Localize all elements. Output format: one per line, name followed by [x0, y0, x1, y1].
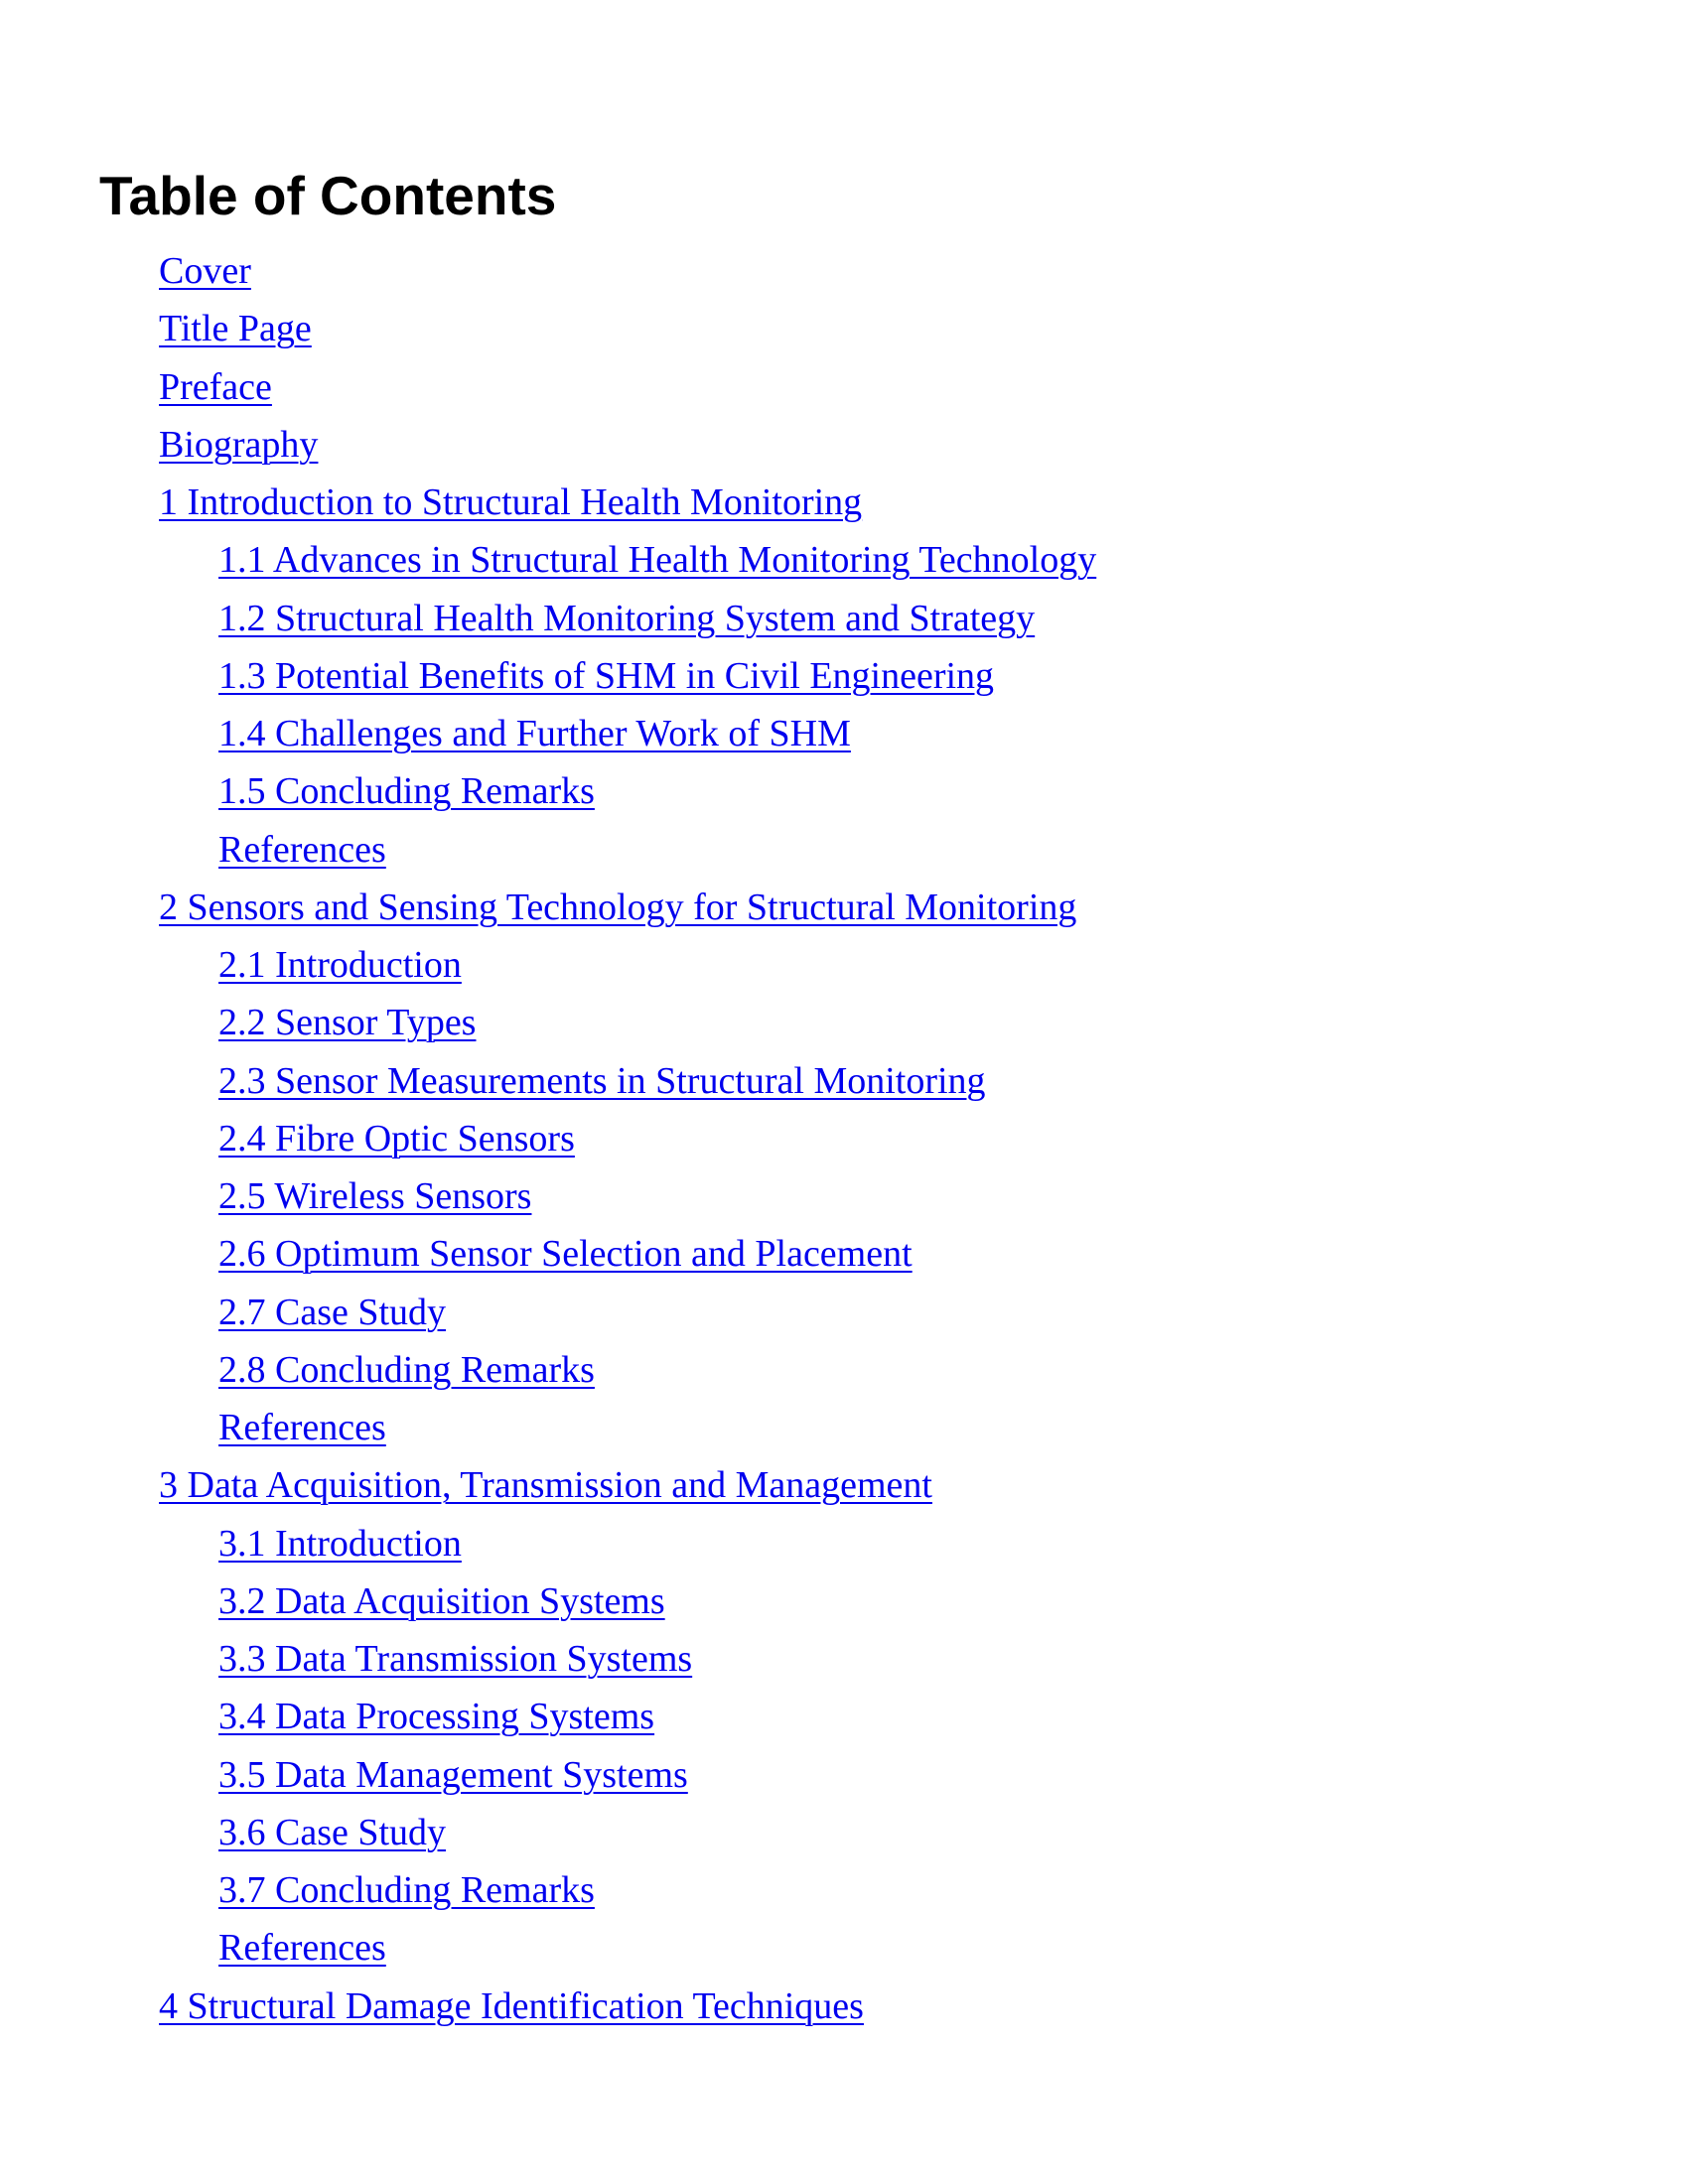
toc-entry — [0, 1746, 1096, 1804]
toc-link[interactable]: 2.2 Sensor Types — [218, 1002, 477, 1044]
toc-link[interactable]: 1.3 Potential Benefits of SHM in Civil Engineering — [218, 654, 995, 697]
toc-link[interactable]: Title Page — [159, 308, 312, 350]
toc-entry — [0, 531, 1096, 589]
toc-link[interactable]: Biography — [159, 423, 319, 466]
toc-entry — [0, 242, 1096, 300]
toc-link[interactable]: 2.1 Introduction — [218, 944, 462, 986]
toc-link[interactable]: 3.5 Data Management Systems — [218, 1753, 688, 1796]
toc-link[interactable]: Preface — [159, 365, 272, 408]
toc-title: Table of Contents — [99, 165, 557, 226]
toc-entry — [0, 1456, 1096, 1514]
toc-link[interactable]: References — [218, 1927, 386, 1970]
toc-link[interactable]: 3.7 Concluding Remarks — [218, 1869, 595, 1911]
toc-link[interactable]: 3.1 Introduction — [218, 1522, 462, 1565]
toc-link[interactable]: 1 Introduction to Structural Health Monitoring — [159, 481, 863, 523]
toc-link[interactable]: 2.7 Case Study — [218, 1291, 447, 1333]
toc-link[interactable]: 1.5 Concluding Remarks — [218, 770, 595, 813]
toc-entry — [0, 879, 1096, 936]
toc-entry — [0, 647, 1096, 705]
toc-entry — [0, 821, 1096, 879]
toc-entry — [0, 1284, 1096, 1341]
toc-entry — [0, 1978, 1096, 2035]
toc-entry — [0, 300, 1096, 357]
toc-link[interactable]: References — [218, 1407, 386, 1448]
toc-link[interactable]: 3.6 Case Study — [218, 1811, 447, 1853]
toc-entry — [0, 1110, 1096, 1167]
toc-link[interactable]: 2.4 Fibre Optic Sensors — [218, 1117, 575, 1160]
toc-entry — [0, 358, 1096, 416]
toc-entry — [0, 1804, 1096, 1861]
toc-link[interactable]: 3.3 Data Transmission Systems — [218, 1638, 693, 1680]
toc-link[interactable]: 2.8 Concluding Remarks — [218, 1348, 595, 1391]
toc-link[interactable]: 3.4 Data Processing Systems — [218, 1696, 655, 1738]
toc-link[interactable]: 2.6 Optimum Sensor Selection and Placement — [218, 1233, 913, 1276]
toc-entry — [0, 1399, 1096, 1456]
toc-link[interactable]: 3.2 Data Acquisition Systems — [218, 1579, 665, 1622]
toc-link[interactable]: 4 Structural Damage Identification Techniques — [159, 1984, 864, 2027]
toc-entry — [0, 1341, 1096, 1399]
toc-link[interactable]: 1.4 Challenges and Further Work of SHM — [218, 713, 851, 754]
toc-entry — [0, 1167, 1096, 1225]
toc-entry — [0, 1688, 1096, 1745]
toc-link[interactable]: Cover — [159, 250, 251, 292]
toc-entry — [0, 1052, 1096, 1110]
toc-link[interactable]: 2 Sensors and Sensing Technology for Structural Monitoring — [159, 886, 1077, 928]
toc-link[interactable]: 1.1 Advances in Structural Health Monitoring Technology — [218, 539, 1097, 582]
toc-list — [0, 242, 1096, 2035]
toc-link[interactable]: 1.2 Structural Health Monitoring System and Strategy — [218, 597, 1036, 639]
toc-entry — [0, 1861, 1096, 1919]
toc-entry — [0, 590, 1096, 647]
toc-entry — [0, 474, 1096, 531]
toc-link[interactable]: 3 Data Acquisition, Transmission and Management — [159, 1464, 932, 1507]
toc-entry — [0, 936, 1096, 994]
toc-entry — [0, 705, 1096, 762]
toc-link[interactable]: 2.5 Wireless Sensors — [218, 1175, 532, 1217]
toc-entry — [0, 1572, 1096, 1630]
toc-entry — [0, 1515, 1096, 1572]
toc-entry — [0, 1919, 1096, 1977]
toc-link[interactable]: References — [218, 828, 386, 871]
toc-entry — [0, 1630, 1096, 1688]
toc-link[interactable]: 2.3 Sensor Measurements in Structural Monitoring — [218, 1059, 986, 1102]
toc-entry — [0, 762, 1096, 820]
toc-entry — [0, 1225, 1096, 1283]
toc-entry — [0, 994, 1096, 1051]
toc-entry — [0, 416, 1096, 474]
